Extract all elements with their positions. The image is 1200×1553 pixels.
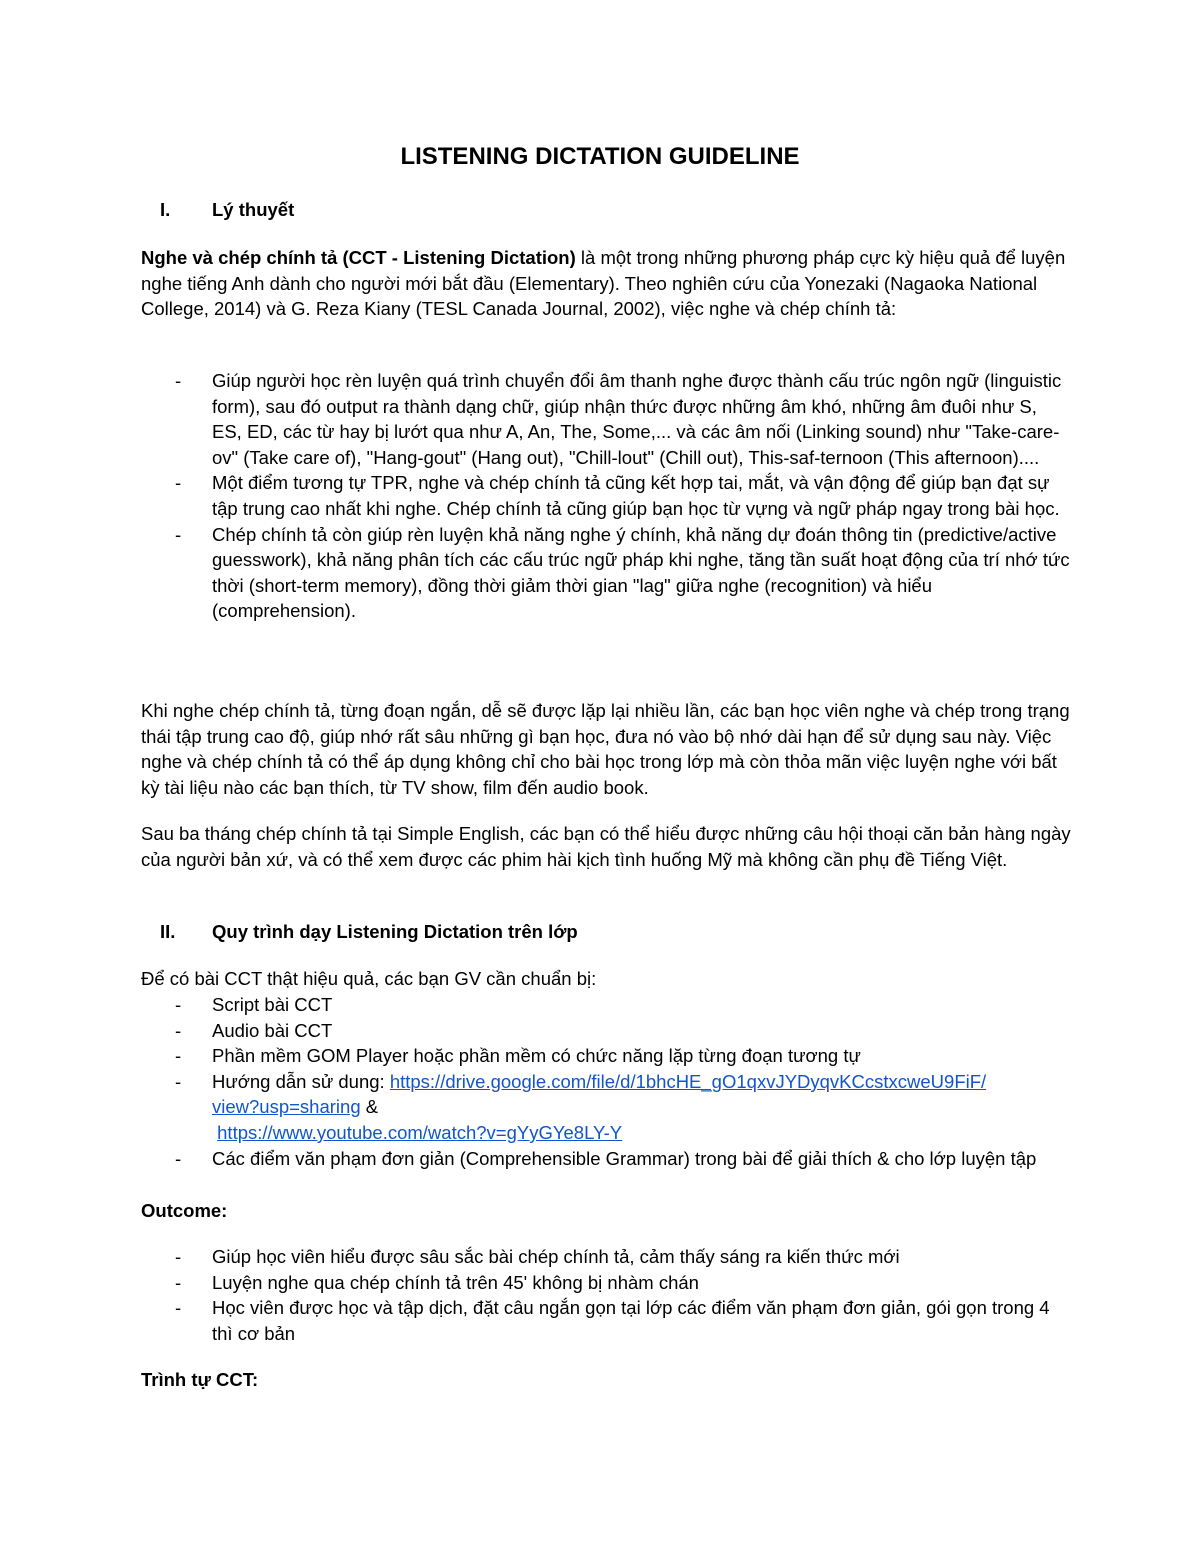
list-item-text: Script bài CCT	[212, 994, 333, 1015]
list-item	[141, 1270, 1071, 1296]
dash-bullet: -	[175, 994, 182, 1015]
section-1-paragraph-3: Sau ba tháng chép chính tả tại Simple English, các bạn có thể hiểu được những câu hội thoại căn bản hàng ngày của người bản xứ, và có thể xem được các phim hài kịch tình huống Mỹ mà không cần phụ đề Tiếng Việt.	[141, 823, 1071, 870]
list-item	[141, 1295, 1071, 1346]
section-2-number: II.	[160, 921, 176, 942]
section-1-title: Lý thuyết	[212, 199, 295, 220]
list-item-text: Học viên được học và tập dịch, đặt câu ngắn gọn tại lớp các điểm văn phạm đơn giản, gói gọn trong 4 thì cơ bản	[212, 1297, 1050, 1344]
list-item	[141, 1069, 1071, 1146]
list-item	[141, 368, 1071, 470]
section-1-intro	[141, 245, 1071, 322]
dash-bullet: -	[175, 1019, 182, 1041]
document-title: LISTENING DICTATION GUIDELINE	[400, 143, 800, 170]
list-item	[141, 1244, 1071, 1270]
intro-text: là một trong những phương pháp cực kỳ hiệu quả để luyện nghe tiếng Anh dành cho người mới bắt đầu (Elementary). Theo nghiên cứu của Yonezaki (Nagaoka National College, 2014) và G. Reza Kiany (TESL Canada Journal, 2002), việc nghe và chép chính tả:	[141, 247, 1066, 320]
section-1-number: I.	[160, 199, 171, 220]
list-item-text: Phần mềm GOM Player hoặc phần mềm có chức năng lặp từng đoạn tương tự	[212, 1045, 861, 1067]
list-item	[141, 992, 1071, 1018]
guide-label: Hướng dẫn sử dung:	[212, 1070, 390, 1092]
benefits-list	[141, 368, 1071, 624]
dash-bullet: -	[175, 1045, 182, 1067]
list-item-text: Chép chính tả còn giúp rèn luyện khả năng nghe ý chính, khả năng dự đoán thông tin (predictive/active guesswork), khả năng phân tích các cấu trúc ngữ pháp khi nghe, tăng tần suất hoạt động của trí nhớ tức thời (short-term memory), đồng thời giảm thời gian "lag" giữa nghe (recognition) và hiểu (comprehension).	[212, 523, 1070, 622]
sequence-label: Trình tự CCT:	[141, 1369, 259, 1390]
preparation-list	[141, 992, 1071, 1171]
list-item	[141, 1146, 1071, 1172]
list-item-text: Giúp người học rèn luyện quá trình chuyển đổi âm thanh nghe được thành cấu trúc ngôn ngữ (linguistic form), sau đó output ra thành dạng chữ, giúp nhận thức được những âm khó, những âm đuôi như S, ES, ED, các từ hay bị lướt qua như A, An, The, Some,... và các âm nối (Linking sound) như "Take-care-ov" (Take care of), "Hang-gout" (Hang out), "Chill-lout" (Chill out), This-saf-ternoon (This afternoon)....	[212, 370, 1062, 468]
list-item	[141, 1043, 1071, 1069]
list-item	[141, 1018, 1071, 1044]
section-2-title: Quy trình dạy Listening Dictation trên lớp	[212, 921, 578, 942]
list-item-text: Luyện nghe qua chép chính tả trên 45' không bị nhàm chán	[212, 1271, 699, 1293]
outcome-label: Outcome:	[141, 1200, 228, 1221]
dash-bullet: -	[175, 1147, 182, 1169]
list-item-text: Audio bài CCT	[212, 1019, 333, 1041]
list-item-text: Một điểm tương tự TPR, nghe và chép chính tả cũng kết hợp tai, mắt, và vận động để giúp bạn đạt sự tập trung cao nhất khi nghe. Chép chính tả cũng giúp bạn học từ vựng và ngữ pháp ngay trong bài học.	[212, 472, 1060, 519]
list-item-text: Giúp học viên hiểu được sâu sắc bài chép chính tả, cảm thấy sáng ra kiến thức mới	[212, 1246, 900, 1267]
intro-bold-term: Nghe và chép chính tả (CCT - Listening Dictation)	[141, 247, 576, 268]
outcome-list	[141, 1244, 1071, 1346]
list-item	[141, 522, 1071, 624]
list-item	[141, 470, 1071, 521]
link-text-part-2: view?usp=sharing	[212, 1096, 361, 1118]
section-2-heading	[160, 919, 578, 945]
section-1-paragraph-2: Khi nghe chép chính tả, từng đoạn ngắn, dễ sẽ được lặp lại nhiều lần, các bạn học viên nghe và chép trong trạng thái tập trung cao độ, giúp nhớ rất sâu những gì bạn học, đưa nó vào bộ nhớ dài hạn để sử dụng sau này. Việc nghe và chép chính tả có thể áp dụng không chỉ cho bài học trong lớp mà còn thỏa mãn việc luyện nghe với bất kỳ tài liệu nào các bạn thích, từ TV show, film đến audio book.	[141, 700, 1070, 798]
ampersand: &	[360, 1096, 379, 1118]
dash-bullet: -	[175, 1271, 182, 1293]
list-item-text: Các điểm văn phạm đơn giản (Comprehensible Grammar) trong bài để giải thích & cho lớp luyện tập	[212, 1147, 1037, 1169]
section-1-heading	[160, 197, 294, 223]
dash-bullet: -	[175, 370, 182, 391]
youtube-link[interactable]: https://www.youtube.com/watch?v=gYyGYe8LY-Y	[217, 1121, 623, 1143]
preparation-intro: Để có bài CCT thật hiệu quả, các bạn GV cần chuẩn bị:	[141, 968, 597, 989]
dash-bullet: -	[175, 1246, 182, 1267]
dash-bullet: -	[175, 1070, 182, 1092]
dash-bullet: -	[175, 1297, 182, 1319]
dash-bullet: -	[175, 523, 182, 545]
link-text-part-1: https://drive.google.com/file/d/1bhcHE_gO1qxvJYDyqvKCcstxcweU9FiF/	[389, 1070, 987, 1092]
dash-bullet: -	[175, 472, 182, 494]
